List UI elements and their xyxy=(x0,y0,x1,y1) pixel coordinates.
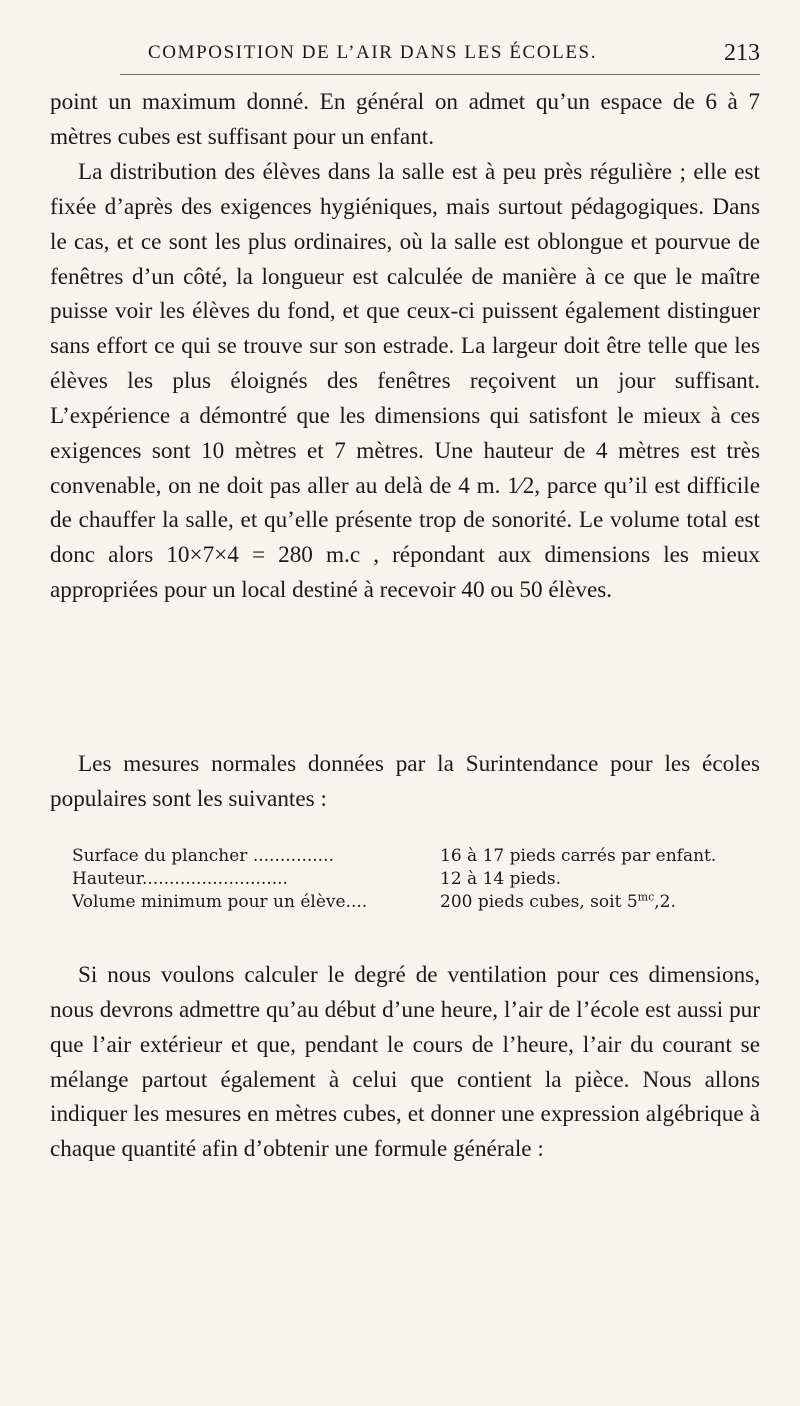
header-rule xyxy=(120,74,760,75)
measure-label: Hauteur........................... xyxy=(72,869,288,889)
page-header xyxy=(50,40,760,76)
measure-value-unit: mc xyxy=(637,890,655,904)
measure-value: 12 à 14 pieds. xyxy=(440,869,562,889)
paragraph-ventilation: Si nous voulons calculer le degré de ventilation pour ces dimensions, nous devrons admettre qu’au début d’une heure, l’air de l’école est aussi pur que l’air extérieur et que, pendant le cours de l’heure, l’air du courant se mélange partout également à celui que contient la pièce. Nous allons indiquer les mesures en mètres cubes, et donner une expression algébrique à chaque quantité afin d’obtenir une formule générale : xyxy=(50,962,760,1163)
measure-value xyxy=(440,891,760,914)
measure-value-end: ,2. xyxy=(654,892,676,912)
table-row xyxy=(72,845,760,868)
running-head: COMPOSITION DE L’AIR DANS LES ÉCOLES. xyxy=(148,42,598,63)
measure-value: 16 à 17 pieds carrés par enfant. xyxy=(440,846,717,866)
normal-measures-table xyxy=(72,845,760,914)
table-row xyxy=(72,891,760,914)
table-row xyxy=(72,868,760,891)
page-number: 213 xyxy=(724,40,760,66)
paragraph-normal-measures-intro: Les mesures normales données par la Surintendance pour les écoles populaires sont les suivantes : xyxy=(50,751,760,812)
paragraph-continuation: point un maximum donné. En général on admet qu’un espace de 6 à 7 mètres cubes est suffisant pour un enfant. xyxy=(50,89,760,150)
measure-label: Volume minimum pour un élève.... xyxy=(72,892,368,912)
paragraph-class-layout: La distribution des élèves dans la salle est à peu près régulière ; elle est fixée d’après des exigences hygiéniques, mais surtout pédagogiques. Dans le cas, et ce sont les plus ordinaires, où la salle est oblongue et pourvue de fenêtres d’un côté, la longueur est calculée de manière à ce que le maître puisse voir les élèves du fond, et que ceux-ci puissent également distinguer sans effort ce qui se trouve sur son estrade. La largeur doit être telle que les élèves les plus éloignés des fenêtres reçoivent un jour suffisant. L’expérience a démontré que les dimensions qui satisfont le mieux à ces exigences sont 10 mètres et 7 mètres. Une hauteur de 4 mètres est très convenable, on ne doit pas aller au delà de 4 m. 1⁄2, parce qu’il est difficile de chauffer la salle, et qu’elle présente trop de sonorité. Le volume total est donc alors 10×7×4 = 280 m.c , répondant aux dimensions les mieux appropriées pour un local destiné à recevoir 40 ou 50 élèves. xyxy=(50,159,760,604)
measure-label: Surface du plancher ............... xyxy=(72,846,334,866)
measure-value-main: 200 pieds cubes, soit 5 xyxy=(440,892,638,912)
